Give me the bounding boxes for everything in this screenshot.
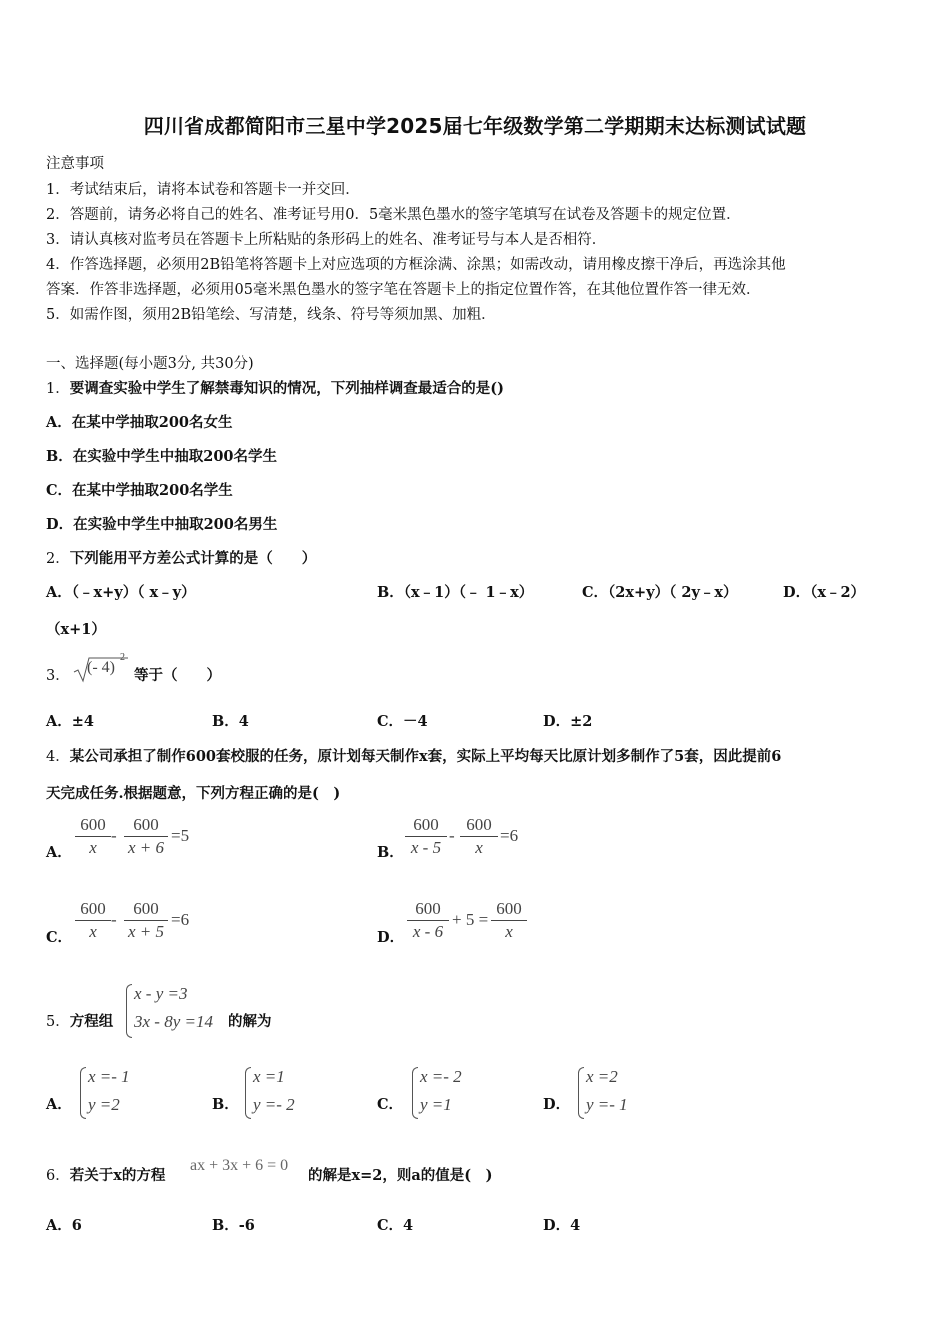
q3-option-b: B．4 (212, 713, 249, 730)
q6-option-b: B．-6 (212, 1217, 255, 1234)
notice-item: 2．答题前，请务必将自己的姓名、准考证号用0．5毫米黑色墨水的签字笔填写在试卷及答题卡的规定位置． (46, 207, 741, 223)
operator: - (449, 826, 455, 845)
q4-option-d-label: D． (377, 929, 405, 946)
q6-option-c: C．4 (377, 1217, 414, 1234)
fraction: 600 x (460, 815, 498, 858)
question-number: 6． (46, 1168, 70, 1184)
section-heading: 一、选择题(每小题3分, 共30分) (46, 356, 254, 372)
notice-item: 5．如需作图，须用2B铅笔绘、写清楚，线条、符号等须加黑、加粗． (46, 307, 496, 323)
equation-rhs: =5 (171, 826, 190, 845)
brace-icon (80, 1067, 86, 1119)
page-title: 四川省成都简阳市三星中学2025届七年级数学第二学期期末达标测试试题 (143, 114, 807, 138)
q6-text: 的解是x=2，则a的值是( ) (308, 1167, 493, 1184)
question-6: 6．若关于x的方程 (46, 1167, 166, 1184)
question-1 (46, 377, 504, 398)
q4-option-c-label: C． (46, 929, 73, 946)
q5-option-c-x: x =- 2 (420, 1067, 462, 1086)
q3-text: 等于（ ） (134, 667, 221, 684)
fraction: 600 x + 6 (124, 815, 168, 858)
question-number: 1． (46, 381, 70, 397)
q5-option-a-label: A． (46, 1096, 72, 1113)
radicand: (- 4) (87, 659, 115, 676)
q5-option-d-label: D． (543, 1096, 571, 1113)
fraction: 600 x (491, 899, 527, 942)
q1-option-a: A．在某中学抽取200名女生 (46, 414, 233, 431)
notice-item: 1．考试结束后，请将本试卷和答题卡一并交回． (46, 182, 360, 198)
notice-heading: 注意事项 (46, 156, 104, 172)
fraction: 600 x (75, 815, 111, 858)
equation-rhs: =6 (171, 910, 190, 929)
q1-option-d: D．在实验中学生中抽取200名男生 (46, 516, 278, 533)
brace-icon (412, 1067, 418, 1119)
brace-icon (578, 1067, 584, 1119)
q2-option-b: B．（x﹣1）（﹣ 1﹣x） (377, 584, 534, 601)
q1-option-b: B．在实验中学生中抽取200名学生 (46, 448, 278, 465)
q5-option-c-label: C． (377, 1096, 404, 1113)
q5-option-a-x: x =- 1 (88, 1067, 130, 1086)
question-2 (46, 547, 316, 568)
operator: + 5 = (452, 910, 489, 929)
operator: - (111, 826, 117, 845)
q5-option-b-x: x =1 (253, 1067, 285, 1086)
q5-option-d-x: x =2 (586, 1067, 618, 1086)
fraction: 600 x + 5 (124, 899, 168, 942)
q2-option-c: C．（2x+y）（ 2y﹣x） (582, 584, 738, 601)
question-text: 某公司承担了制作600套校服的任务，原计划每天制作x套，实际上平均每天比原计划多制作了5套，因此提前6 (69, 748, 782, 765)
q4-option-a-label: A． (46, 844, 72, 861)
q3-option-a: A．±4 (46, 713, 94, 730)
system-equation-1: x - y =3 (134, 984, 188, 1003)
q5-option-b-label: B． (212, 1096, 239, 1113)
question-number: 2． (46, 551, 70, 567)
system-equation-2: 3x - 8y =14 (134, 1012, 213, 1031)
q2-option-a: A．（﹣x+y）（ x﹣y） (46, 584, 196, 601)
notice-item: 3．请认真核对监考员在答题卡上所粘贴的条形码上的姓名、准考证号与本人是否相符． (46, 232, 607, 248)
operator: - (111, 910, 117, 929)
q6-option-d: D．4 (543, 1217, 581, 1234)
q5-text: 的解为 (228, 1013, 272, 1030)
q6-option-a: A．6 (46, 1217, 82, 1234)
q3-option-d: D．±2 (543, 713, 593, 730)
notice-item: 答案．作答非选择题，必须用05毫米黑色墨水的签字笔在答题卡上的指定位置作答，在其他位置作答一律无效． (46, 282, 761, 298)
question-number: 4． (46, 749, 70, 765)
fraction: 600 x - 6 (407, 899, 449, 942)
fraction: 600 x - 5 (405, 815, 447, 858)
question-text: 下列能用平方差公式计算的是（ ） (69, 550, 317, 567)
question-4 (46, 745, 781, 766)
q5-number: 5．方程组 (46, 1013, 114, 1030)
fraction: 600 x (75, 899, 111, 942)
equation-image: ax + 3x + 6 = 0 (190, 1157, 289, 1174)
question-text: 要调查实验中学生了解禁毒知识的情况，下列抽样调查最适合的是() (69, 380, 504, 397)
brace-icon (245, 1067, 251, 1119)
exponent: 2 (120, 652, 125, 663)
q5-option-b-y: y =- 2 (253, 1095, 295, 1114)
q2-option-d-continued: （x+1） (46, 621, 106, 638)
q5-option-c-y: y =1 (420, 1095, 452, 1114)
question-4-line-2: 天完成任务.根据题意，下列方程正确的是( ) (46, 785, 341, 802)
q3-number: 3． (46, 668, 70, 684)
brace-icon (126, 984, 132, 1038)
equation-rhs: =6 (500, 826, 519, 845)
q3-option-c: C．－4 (377, 713, 428, 730)
notice-item: 4．作答选择题，必须用2B铅笔将答题卡上对应选项的方框涂满、涂黑；如需改动，请用橡皮擦干净后，再选涂其他 (46, 257, 786, 273)
q4-option-b-label: B． (377, 844, 404, 861)
q1-option-c: C．在某中学抽取200名学生 (46, 482, 233, 499)
q5-option-a-y: y =2 (88, 1095, 120, 1114)
q5-option-d-y: y =- 1 (586, 1095, 628, 1114)
q2-option-d: D．（x﹣2） (783, 584, 866, 601)
